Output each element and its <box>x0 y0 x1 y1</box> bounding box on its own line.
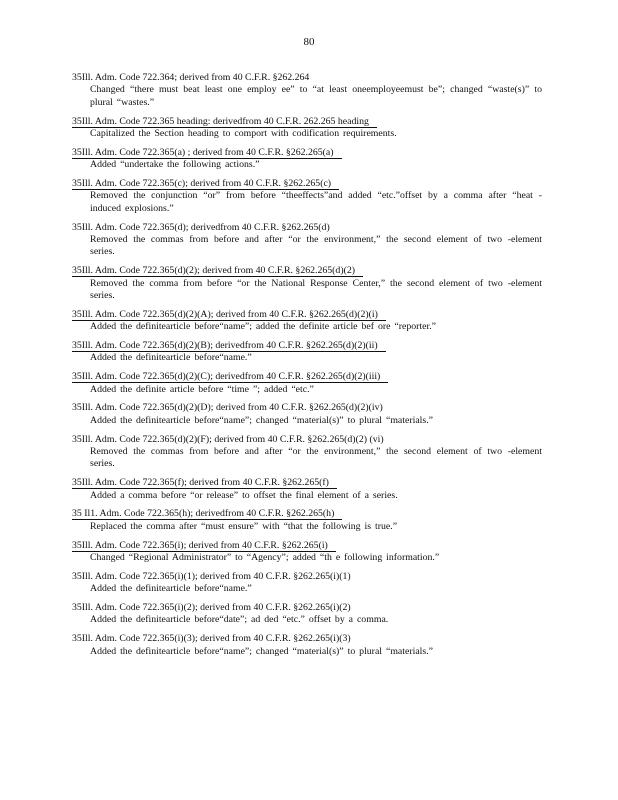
derivation-entry <box>72 602 542 627</box>
derivation-entry <box>72 178 542 215</box>
entries-list <box>72 72 542 664</box>
entry-citation: 35Ill. Adm. Code 722.365(f); derived from 40 C.F.R. §262.265(f) <box>72 477 337 489</box>
entry-citation: 35Ill. Adm. Code 722.365 heading: derivedfrom 40 C.F.R. 262.265 heading <box>72 116 377 128</box>
derivation-entry <box>72 371 542 396</box>
entry-citation: 35Ill. Adm. Code 722.365(d)(2)(B); derivedfrom 40 C.F.R. §262.265(d)(2)(ii) <box>72 340 386 352</box>
entry-note: Added the definitearticle before“name”; changed “material(s)” to plural “materials.” <box>90 645 434 657</box>
derivation-entry <box>72 309 542 334</box>
entry-citation: 35Ill. Adm. Code 722.365(d)(2)(A); derived from 40 C.F.R. §262.265(d)(2)(i) <box>72 309 386 321</box>
entry-note: Capitalized the Section heading to comport with codification requirements. <box>90 128 397 140</box>
page-number: 80 <box>303 36 315 48</box>
derivation-entry <box>72 147 542 172</box>
entry-note: Added the definitearticle before“date”; ad ded “etc.” offset by a comma. <box>90 614 389 626</box>
entry-citation: 35Ill. Adm. Code 722.365(i)(3); derived from 40 C.F.R. §262.265(i)(3) <box>72 633 351 645</box>
entry-citation: 35Ill. Adm. Code 722.365(d)(2); derived from 40 C.F.R. §262.265(d)(2) <box>72 265 363 277</box>
entry-citation: 35Ill. Adm. Code 722.365(d)(2)(F); derived from 40 C.F.R. §262.265(d)(2) (vi) <box>72 433 384 445</box>
derivation-entry <box>72 402 542 427</box>
entry-citation: 35 Il1. Adm. Code 722.365(h); derivedfrom 40 C.F.R. §262.265(h) <box>72 508 342 520</box>
entry-note: Added the definitearticle before“name.” <box>90 583 252 595</box>
entry-citation: 35Ill. Adm. Code 722.365(d); derivedfrom 40 C.F.R. §262.265(d) <box>72 221 330 233</box>
entry-citation: 35Ill. Adm. Code 722.365(c); derived from 40 C.F.R. §262.265(c) <box>72 178 339 190</box>
derivation-entry <box>72 508 542 533</box>
derivation-entry <box>72 340 542 365</box>
entry-note: Removed the commas from before and after “or the environment,” the second element of two -element series. <box>90 446 542 470</box>
derivation-entry <box>72 477 542 502</box>
entry-note: Changed “there must beat least one employ ee” to “at least oneemployeemust be”; changed “waste(s)” to plural “wastes.” <box>90 84 542 108</box>
entry-citation: 35Ill. Adm. Code 722.364; derived from 40 C.F.R. §262.264 <box>72 72 310 83</box>
derivation-entry <box>72 116 542 141</box>
entry-note: Replaced the comma after “must ensure” with “that the following is true.” <box>90 520 398 532</box>
entry-note: Added the definitearticle before“name.” <box>90 352 252 364</box>
entry-citation: 35Ill. Adm. Code 722.365(a) ; derived from 40 C.F.R. §262.265(a) <box>72 147 342 159</box>
entry-note: Removed the commas from before and after “or the environment,” the second element of two -element series. <box>90 234 542 258</box>
entry-note: Added “undertake the following actions.” <box>90 159 260 171</box>
entry-note: Changed “Regional Administrator” to “Agency”; added “th e following information.” <box>90 552 440 564</box>
entry-note: Added the definitearticle before“name”; changed “material(s)” to plural “materials.” <box>90 414 434 426</box>
entry-citation: 35Ill. Adm. Code 722.365(d)(2)(C); derivedfrom 40 C.F.R. §262.265(d)(2)(iii) <box>72 371 388 383</box>
entry-note: Removed the conjunction “or” from before “theeffects”and added “etc.”offset by a comma after “heat -induced explosions.” <box>90 190 542 214</box>
entry-note: Removed the comma from before “or the National Response Center,” the second element of two -element series. <box>90 277 542 302</box>
entry-note: Added a comma before “or release” to offset the final element of a series. <box>90 489 398 501</box>
derivation-entry <box>72 434 542 471</box>
derivation-entry <box>72 571 542 596</box>
entry-note: Added the definitearticle before“name”; added the definite article bef ore “reporter.” <box>90 321 437 333</box>
derivation-entry <box>72 222 542 259</box>
entry-citation: 35Ill. Adm. Code 722.365(i); derived from 40 C.F.R. §262.265(i) <box>72 540 336 552</box>
derivation-entry <box>72 265 542 302</box>
derivation-entry <box>72 540 542 565</box>
derivation-entry <box>72 633 542 658</box>
entry-citation: 35Ill. Adm. Code 722.365(d)(2)(D); derived from 40 C.F.R. §262.265(d)(2)(iv) <box>72 402 383 414</box>
derivation-entry <box>72 72 542 109</box>
entry-citation: 35Ill. Adm. Code 722.365(i)(1); derived from 40 C.F.R. §262.265(i)(1) <box>72 570 351 582</box>
entry-note: Added the definite article before “time ”; added “etc.” <box>90 383 314 395</box>
entry-citation: 35Ill. Adm. Code 722.365(i)(2); derived from 40 C.F.R. §262.265(i)(2) <box>72 602 351 614</box>
